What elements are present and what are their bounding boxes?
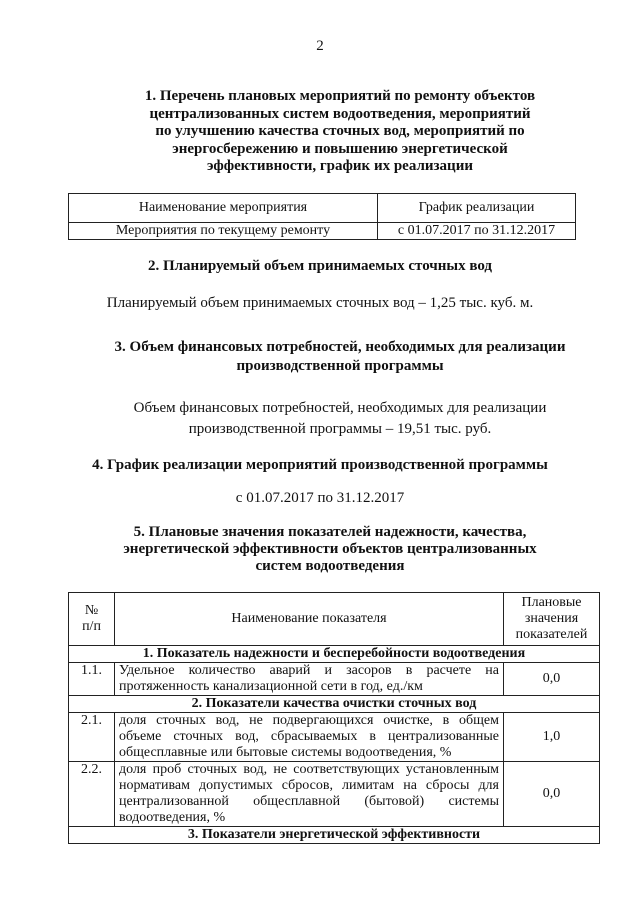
section3-text-line: Объем финансовых потребностей, необходимых для реализации	[133, 400, 547, 416]
schedule-cell: с 01.07.2017 по 31.12.2017	[378, 223, 576, 240]
group-row	[69, 646, 600, 663]
group-title: 1. Показатель надежности и бесперебойности водоотведения	[69, 646, 600, 663]
schedule-header: График реализации	[378, 194, 576, 223]
table-row	[69, 663, 600, 696]
section2-title: 2. Планируемый объем принимаемых сточных вод	[147, 258, 493, 274]
section3-title-line: 3. Объем финансовых потребностей, необходимых для реализации	[114, 339, 566, 355]
activity-name-cell: Мероприятия по текущему ремонту	[69, 223, 378, 240]
indicators-table	[68, 592, 600, 844]
indicator-name: доля сточных вод, не подвергающихся очистке, в общем объеме сточных вод, сбрасываемых в централизованные общесплавные или бытовые системы водоотведения, %	[115, 713, 504, 762]
section1-title-line: по улучшению качества сточных вод, мероприятий по	[155, 123, 525, 139]
indicator-name-header: Наименование показателя	[115, 593, 504, 646]
group-title: 3. Показатели энергетической эффективности	[69, 827, 600, 844]
page-number: 2	[316, 38, 324, 54]
indicator-name: Удельное количество аварий и засоров в расчете на протяженность канализационной сети в год, ед./км	[115, 663, 504, 696]
activity-name-header: Наименование мероприятия	[69, 194, 378, 223]
group-title: 2. Показатели качества очистки сточных вод	[69, 696, 600, 713]
table-row	[69, 713, 600, 762]
group-row	[69, 696, 600, 713]
planned-value: 0,0	[504, 663, 600, 696]
indicator-name: доля проб сточных вод, не соответствующих установленным нормативам допустимых сбросов, лимитам на сбросы для централизованной общесплавной (бытовой) системы водоотведения, %	[115, 762, 504, 827]
section3-text-line: производственной программы – 19,51 тыс. руб.	[188, 421, 492, 437]
group-row	[69, 827, 600, 844]
section5-title-line: систем водоотведения	[255, 558, 405, 574]
activities-table	[68, 193, 576, 240]
table-row	[69, 762, 600, 827]
number-header: № п/п	[69, 593, 115, 646]
section2-text: Планируемый объем принимаемых сточных вод – 1,25 тыс. куб. м.	[106, 295, 534, 311]
section3-title-line: производственной программы	[236, 358, 444, 374]
section4-title: 4. График реализации мероприятий производственной программы	[92, 457, 548, 473]
section1-title-line: эффективности, график их реализации	[207, 158, 473, 174]
section3-title	[80, 338, 600, 376]
planned-value-header: Плановые значения показателей	[504, 593, 600, 646]
section4-text: с 01.07.2017 по 31.12.2017	[235, 490, 405, 506]
table-header-row	[69, 593, 600, 646]
planned-value: 0,0	[504, 762, 600, 827]
section3-text	[80, 398, 600, 440]
section5-title-line: энергетической эффективности объектов централизованных	[123, 541, 537, 557]
table-header-row	[69, 194, 576, 223]
section5-title-line: 5. Плановые значения показателей надежности, качества,	[133, 524, 527, 540]
section1-title-line: энергосбережению и повышению энергетической	[172, 140, 508, 157]
section1-title-line: 1. Перечень плановых мероприятий по ремонту объектов	[144, 88, 536, 104]
row-number: 2.2.	[69, 762, 115, 827]
row-number: 1.1.	[69, 663, 115, 696]
table-row	[69, 223, 576, 240]
row-number: 2.1.	[69, 713, 115, 762]
section1-title	[90, 88, 590, 176]
section5-title	[80, 524, 580, 575]
planned-value: 1,0	[504, 713, 600, 762]
section1-title-line: централизованных систем водоотведения, мероприятий	[149, 105, 531, 122]
